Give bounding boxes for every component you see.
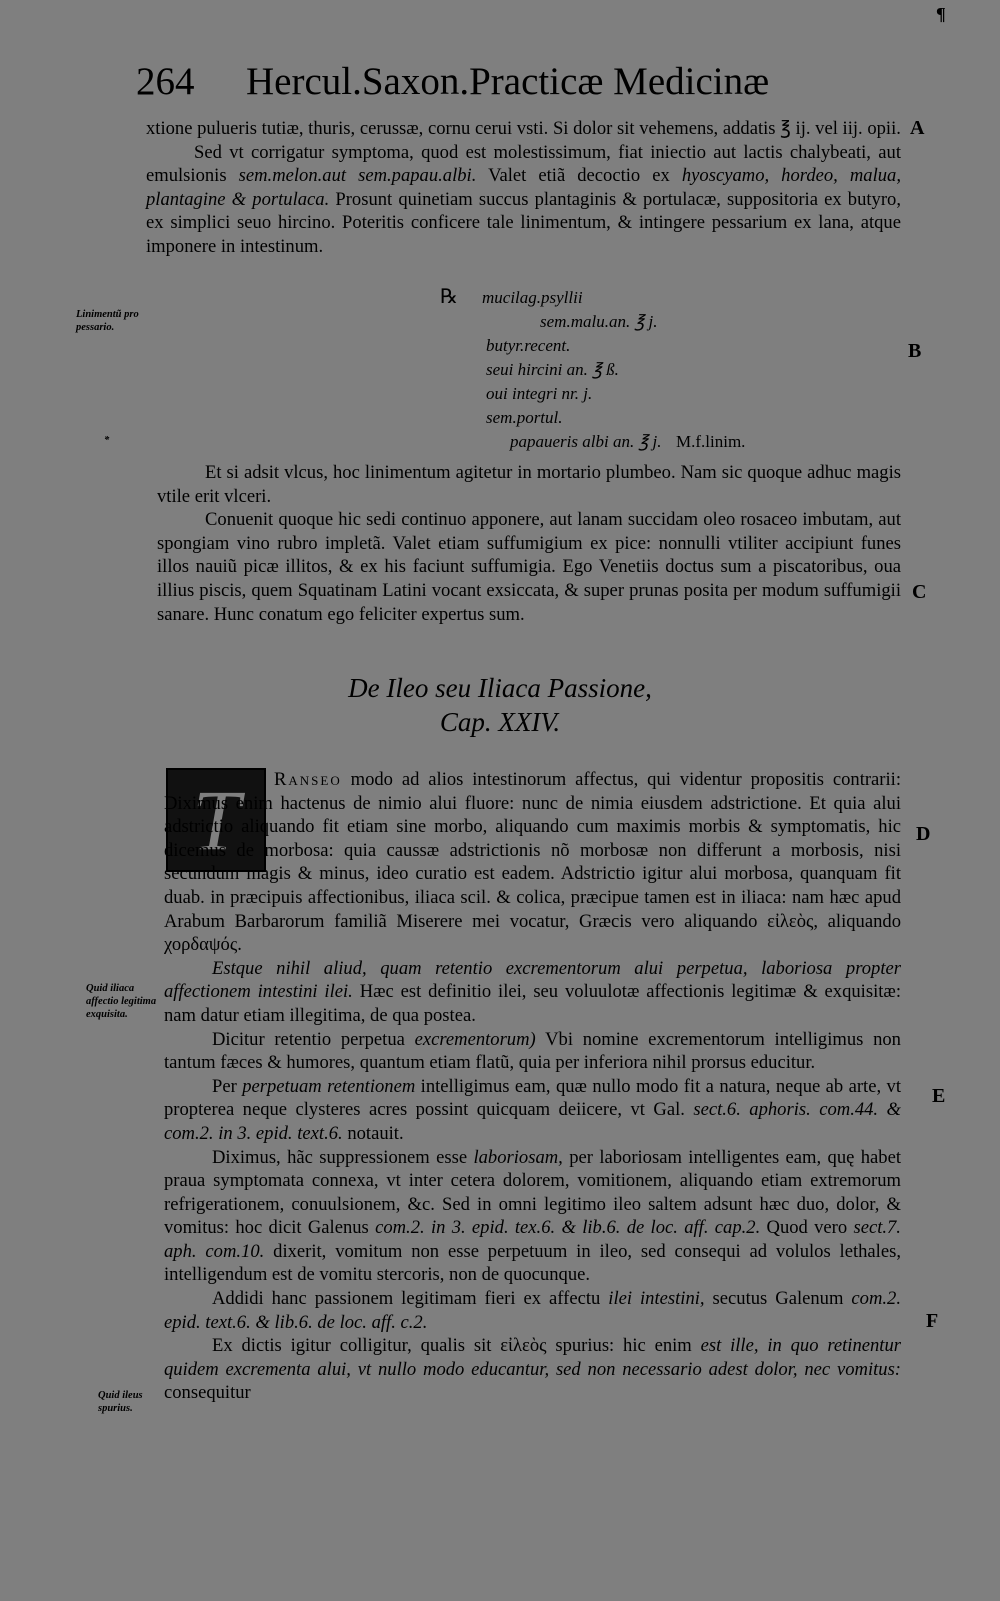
- paragraph-2-italic-1: sem.melon.aut sem.papau.albi.: [238, 165, 477, 187]
- recipe-line-4: seui hircini an. ℥ ß.: [486, 360, 619, 379]
- margin-note-star: *: [104, 435, 110, 446]
- chapter-paragraph-5: Diximus, hãc suppressionem esse: [212, 1146, 474, 1168]
- margin-letter-b: B: [908, 340, 922, 362]
- initial-letter: T: [192, 772, 240, 868]
- chapter-body: [164, 768, 901, 1405]
- paragraph-4: Conuenit quoque hic sedi continuo apponere, aut lanam succidam oleo rosaceo imbutam, aut spongiam vino rubro impletã. Valet etiam suffumigium ex pice: nonnulli vtiliter accipiunt funes illos nauiũ picæ illitos, & ex his faciunt suffumigia. Ego Venetiis doctus sum a piscatoribus, oua illius piscis, quem Squatinam Latini vocant exsiccata, & super prunas posita per modum suffumigii sanare. Hunc conatum ego feliciter expertus sum.: [157, 509, 901, 625]
- chapter-paragraph-5-end: dixerit, vomitum non esse perpetuum in ileo, sed consequi ad volulos lethales, intelligendum est de vomitu stercoris, non de quocunque.: [164, 1240, 901, 1286]
- chapter-paragraph-6-italic: ilei intestini,: [608, 1288, 705, 1310]
- recipe-line-7: papaueris albi an. ℥ j.: [510, 432, 662, 451]
- paragraph-2-italic-2: hyoscyamo, hordeo, malua, plantagine & portulaca.: [146, 165, 901, 210]
- chapter-paragraph-4-end: notauit.: [342, 1122, 404, 1144]
- margin-letter-d: D: [916, 823, 931, 845]
- chapter-paragraph-3-italic: excrementorum): [414, 1028, 536, 1050]
- chapter-paragraph-5-italic: laboriosam,: [473, 1146, 563, 1168]
- chapter-paragraph-3: Dicitur retentio perpetua: [212, 1028, 415, 1050]
- paragraph-2-text: Sed vt corrigatur symptoma, quod est molestissimum, fiat iniectio aut lactis chalybeati, aut emulsionis: [146, 141, 901, 187]
- chapter-paragraph-6: Addidi hanc passionem legitimam fieri ex affectu: [212, 1288, 609, 1310]
- running-head: [136, 58, 836, 106]
- margin-note-quid-ileus: Quid ileus spurius.: [98, 1390, 143, 1414]
- margin-note-quid-iliaca: Quid iliaca affectio legitima exquisita.: [86, 983, 157, 1020]
- chapter-paragraph-4-text: intelligimus eam, quæ nullo modo fit a natura, neque ab arte, vt propterea neque clysteres acres possint quicquam deiicere, vt Gal.: [164, 1075, 901, 1121]
- recipe-line-6: sem.portul.: [486, 408, 563, 427]
- opening-caps: Ranseo: [274, 769, 342, 790]
- chapter-paragraph-2: Hæc est definitio ilei, seu voluulotæ affectionis legitimæ & exquisitæ: nam datur etiam illegitima, de qua postea.: [164, 981, 901, 1026]
- recipe-symbol: ℞: [440, 286, 458, 308]
- running-title: Hercul.Saxon.Practicæ Medicinæ: [246, 60, 770, 103]
- chapter-paragraph-7-italic: est ille, in quo retinentur quidem excrementa alui, vt nullo modo educantur, sed non necessario adest dolor, nec vomitus:: [164, 1335, 901, 1380]
- paragraph-2-text-3: Prosunt quinetiam succus plantaginis & portulacæ, suppositoria ex butyro, ex simplici seuo hircino. Poteritis conficere tale linimentum, & intingere pessarium ex lana, atque imponere in intestinum.: [146, 188, 901, 257]
- corner-mark: ¶: [936, 4, 946, 24]
- margin-letter-a: A: [910, 117, 925, 139]
- chapter-paragraph-5-text: per laboriosam intelligentes eam, quę habet praua symptomata connexa, vt inter cetera dolorem, vomitionem, aliquando etiam extremorum refrigerationem, conuulsionem, &c. Sed in omni legitimo ileo saltem adsunt hæc duo, dolor, & vomitus: hoc dicit Galenus: [164, 1146, 901, 1239]
- margin-letter-f: F: [926, 1310, 939, 1332]
- recipe-line-2: sem.malu.an. ℥ j.: [540, 312, 658, 331]
- margin-letter-c: C: [912, 581, 927, 603]
- chapter-paragraph-5-ref-2: sect.7. aph. com.10.: [164, 1217, 901, 1262]
- chapter-paragraph-4-italic: perpetuam retentionem: [242, 1075, 416, 1097]
- recipe-block: [440, 286, 800, 456]
- margin-letter-e: E: [932, 1085, 946, 1107]
- chapter-paragraph-5-ref: com.2. in 3. epid. tex.6. & lib.6. de loc. aff. cap.2.: [375, 1217, 761, 1239]
- chapter-title: De Ileo seu Iliaca Passione,: [348, 673, 652, 703]
- chapter-paragraph-1: modo ad alios intestinorum affectus, qui videntur propositis contrarii: Diximus enim hactenus de nimio alui fluore: nunc de nimia eiusdem adstrictione. Et quia alui adstrictio aliquando fit etiam sine morbo, aliquando cum maximis morbis & symptomatis, hic dicemus de morbosa: quia caussæ adstrictionis nõ morbosæ non differunt a morbosis, nisi secundum magis & minus, ideo curatio est eadem. Adstrictio igitur alui morbosa, quanquam fit duab. in præcipuis affectionibus, iliaca scil. & colica, præcipue tamen est in iliaca: nam hæc apud Arabum Barbarorum familiã Miserere mei vocatur, Græcis vero aliquando εἰλεὸς, aliquando χορδαψός.: [164, 769, 901, 956]
- chapter-paragraph-4-ref: sect.6. aphoris. com.44. & com.2. in 3. epid. text.6.: [164, 1099, 901, 1144]
- recipe-line-7-end: M.f.linim.: [676, 432, 746, 451]
- chapter-paragraph-3-text: Vbi nomine excrementorum intelligimus non tantum fæces & humores, quantum etiam flatũ, quia per inferiora nihil prorsus educitur.: [164, 1028, 901, 1074]
- definition-italic: Estque nihil aliud, quam retentio excrementorum alui perpetua, laboriosa propter affectionem intestini ilei.: [164, 957, 901, 1003]
- chapter-paragraph-7: Ex dictis igitur colligitur, qualis sit εἰλεὸς spurius: hic enim: [212, 1335, 701, 1357]
- paragraph-1: xtione pulueris tutiæ, thuris, cerussæ, cornu cerui vsti. Si dolor sit vehemens, addatis ℥ ij. vel iij. opii.: [146, 118, 901, 139]
- section-2: [157, 461, 901, 626]
- section-1: [146, 117, 901, 259]
- chapter-paragraph-6-text: secutus Galenum: [704, 1288, 852, 1310]
- chapter-paragraph-7-end: consequitur: [164, 1382, 251, 1404]
- recipe-line-3: butyr.recent.: [486, 336, 571, 355]
- chapter-paragraph-6-ref: com.2. epid. text.6. & lib.6. de loc. aff. c.2.: [164, 1288, 901, 1333]
- page-number: 264: [136, 60, 195, 103]
- recipe-line-1: mucilag.psyllii: [482, 288, 583, 307]
- paragraph-3: Et si adsit vlcus, hoc linimentum agitetur in mortario plumbeo. Nam sic quoque adhuc magis vtile erit vlceri.: [157, 462, 901, 507]
- chapter-paragraph-4: Per: [212, 1075, 243, 1097]
- margin-note-liniment: Linimentũ pro pessario.: [76, 309, 139, 333]
- recipe-line-5: oui integri nr. j.: [486, 384, 593, 403]
- chapter-number: Cap. XXIV.: [439, 707, 561, 737]
- paragraph-2-text-2: Valet etiã decoctio ex: [476, 165, 682, 187]
- chapter-paragraph-5-text-2: Quod vero: [760, 1217, 854, 1239]
